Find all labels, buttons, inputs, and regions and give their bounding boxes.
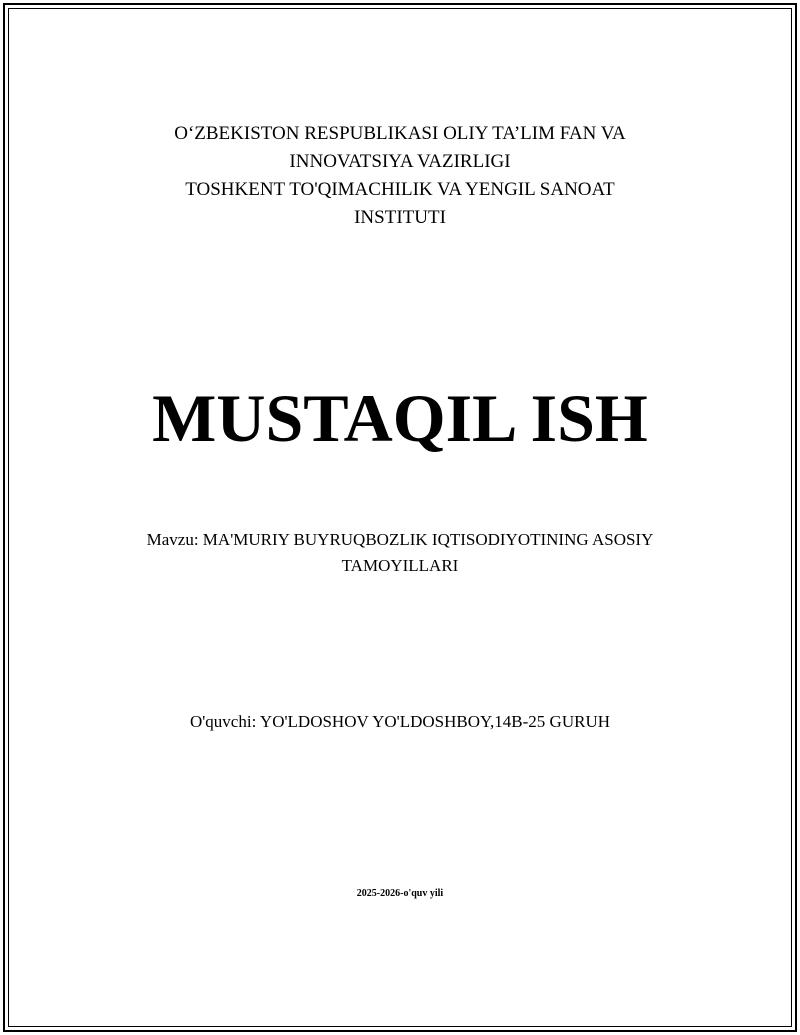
header-line-3: TOSHKENT TO'QIMACHILIK VA YENGIL SANOAT: [185, 179, 615, 200]
student-info: O'quvchi: YO'LDOSHOV YO'LDOSHBOY,14B-25 GURUH: [189, 712, 611, 731]
header-line-2: INNOVATSIYA VAZIRLIGI: [289, 151, 511, 172]
institution-header: [60, 120, 740, 232]
topic-line-1: Mavzu: MA'MURIY BUYRUQBOZLIK IQTISODIYOTINING ASOSIY: [146, 530, 654, 549]
header-line-1: O‘ZBEKISTON RESPUBLIKASI OLIY TA’LIM FAN VA: [174, 123, 626, 144]
topic-block: [60, 527, 740, 579]
header-line-4: INSTITUTI: [354, 207, 446, 228]
topic-line-2: TAMOYILLARI: [341, 556, 459, 575]
document-title: MUSTAQIL ISH: [152, 380, 648, 456]
academic-year: 2025-2026-o'quv yili: [356, 888, 444, 899]
